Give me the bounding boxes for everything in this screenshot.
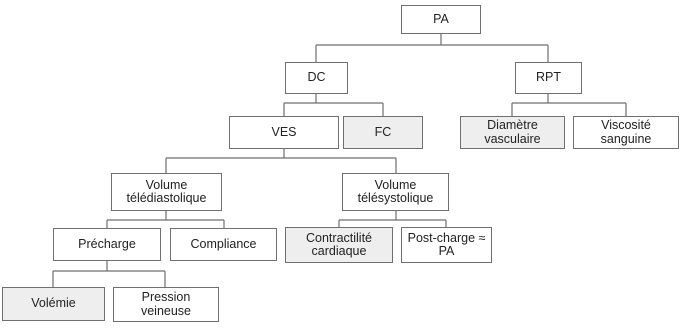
connector-telesystolique-to-contractilite-postcharge <box>339 211 446 227</box>
node-volemie: Volémie <box>2 287 105 321</box>
node-pa: PA <box>401 5 481 34</box>
node-viscosite-sanguine: Viscosité sanguine <box>573 116 679 149</box>
node-dc: DC <box>285 62 348 94</box>
node-ves: VES <box>229 116 339 149</box>
connector-telediastolique-to-precharge-compliance <box>107 211 224 228</box>
node-contractilite-cardiaque: Contractilité cardiaque <box>285 227 393 263</box>
node-volume-telesystolique: Volume télésystolique <box>342 173 449 211</box>
connector-ves-to-volume-branches <box>166 148 396 173</box>
connector-dc-to-ves-fc <box>284 93 383 116</box>
node-post-charge: Post-charge ≈ PA <box>401 227 492 263</box>
connector-pa-to-dc-rpt <box>316 33 548 62</box>
connector-rpt-to-diametre-viscosite <box>512 93 626 116</box>
connector-precharge-to-volemie-pression <box>53 260 165 287</box>
node-precharge: Précharge <box>53 228 161 261</box>
node-pression-veineuse: Pression veineuse <box>113 287 219 322</box>
node-rpt: RPT <box>515 62 582 94</box>
node-diametre-vasculaire: Diamètre vasculaire <box>460 116 565 149</box>
node-compliance: Compliance <box>170 228 277 261</box>
node-fc: FC <box>343 116 423 149</box>
node-volume-telediastolique: Volume télédiastolique <box>111 173 222 211</box>
